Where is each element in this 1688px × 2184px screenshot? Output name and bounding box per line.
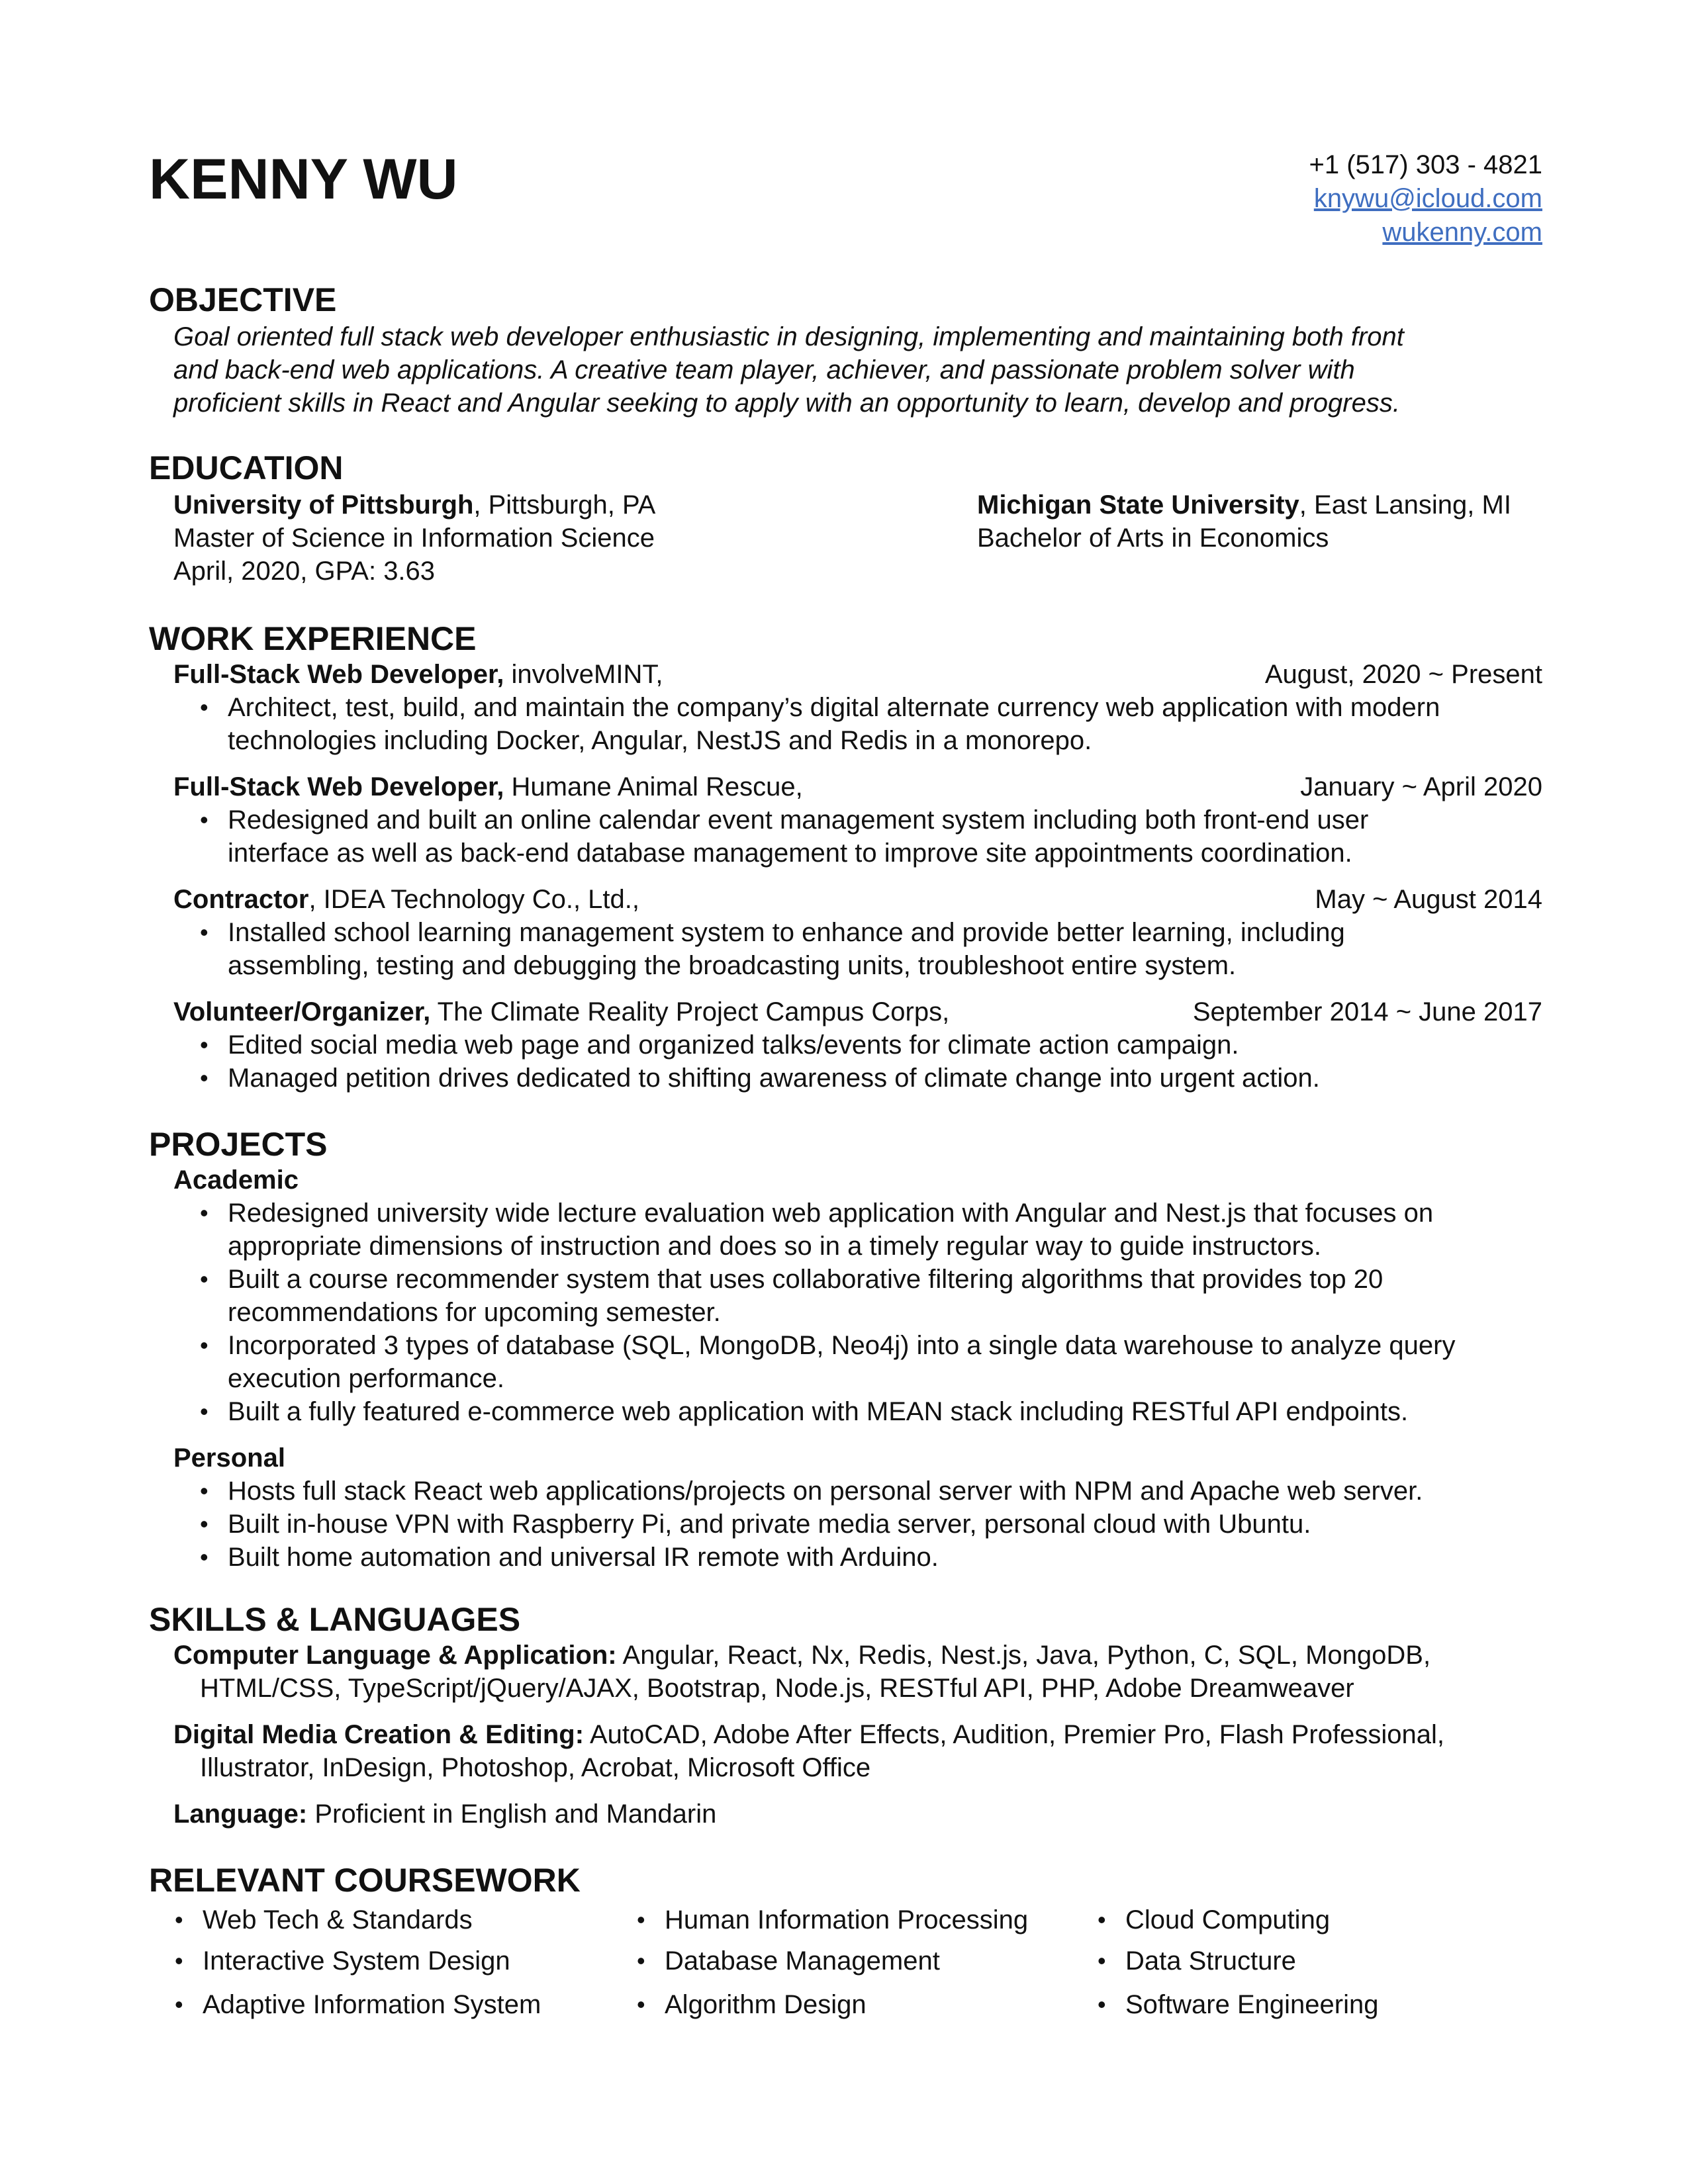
education-pitt: [173, 488, 655, 588]
project-bullet-continuation: appropriate dimensions of instruction and does so in a timely regular way to guide instructors.: [228, 1232, 1321, 1261]
skills-media-label: Digital Media Creation & Editing:: [173, 1720, 585, 1749]
skills-computer-value: Angular, React, Nx, Redis, Nest.js, Java, Python, C, SQL, MongoDB,: [616, 1641, 1431, 1670]
skills-computer: [173, 1639, 1430, 1672]
projects-personal-label: Personal: [173, 1443, 285, 1473]
school-name: University of Pittsburgh: [173, 490, 474, 520]
school-name: Michigan State University: [977, 490, 1299, 520]
course-item: • Algorithm Design: [665, 1988, 867, 2021]
job-bullet-continuation: technologies including Docker, Angular, NestJS and Redis in a monorepo.: [228, 726, 1092, 755]
job-org: The Climate Reality Project Campus Corps,: [430, 997, 950, 1026]
job-dates: September 2014 ~ June 2017: [1192, 997, 1542, 1026]
skills-media-value: AutoCAD, Adobe After Effects, Audition, Premier Pro, Flash Professional,: [584, 1720, 1444, 1749]
job-org: involveMINT,: [504, 660, 663, 689]
skills-media-continuation: Illustrator, InDesign, Photoshop, Acrobat, Microsoft Office: [200, 1753, 871, 1782]
job-bullet: • Architect, test, build, and maintain the company’s digital alternate currency web application with modern: [228, 691, 1440, 724]
section-title-projects: PROJECTS: [149, 1126, 328, 1163]
section-title-skills: SKILLS & LANGUAGES: [149, 1601, 521, 1638]
section-title-objective: OBJECTIVE: [149, 281, 337, 318]
objective-line: Goal oriented full stack web developer enthusiastic in designing, implementing and maintaining both front: [173, 322, 1404, 351]
school-location: , Pittsburgh, PA: [473, 490, 656, 520]
job-title-line: [173, 883, 639, 916]
course-item: • Interactive System Design: [203, 1944, 510, 1978]
job-bullet: • Redesigned and built an online calendar event management system including both front-end user: [228, 803, 1368, 837]
objective-line: and back-end web applications. A creative team player, achiever, and passionate problem solver with: [173, 355, 1355, 385]
job-title-line: [173, 995, 949, 1028]
section-title-work: WORK EXPERIENCE: [149, 620, 477, 657]
job-bullet-continuation: interface as well as back-end database management to improve site appointments coordination.: [228, 839, 1352, 868]
course-item: • Web Tech & Standards: [203, 1903, 473, 1936]
job-org: , IDEA Technology Co., Ltd.,: [308, 885, 640, 914]
skills-media: [173, 1718, 1444, 1751]
objective-text: [173, 320, 1404, 420]
course-item: • Data Structure: [1125, 1944, 1296, 1978]
school-degree: Master of Science in Information Science: [173, 523, 655, 553]
course-item: • Cloud Computing: [1125, 1903, 1330, 1936]
project-bullet: • Built in-house VPN with Raspberry Pi, and private media server, personal cloud with Ubuntu.: [228, 1508, 1311, 1541]
contact-block: [1309, 148, 1542, 250]
job-bullet-continuation: assembling, testing and debugging the broadcasting units, troubleshoot entire system.: [228, 951, 1237, 980]
job-dates: January ~ April 2020: [1300, 772, 1542, 801]
candidate-name: KENNY WU: [149, 148, 458, 211]
skills-language-label: Language:: [173, 1799, 308, 1829]
skills-language: [173, 1797, 716, 1831]
education-msu: [977, 488, 1511, 555]
job-role: Volunteer/Organizer,: [173, 997, 431, 1026]
email-link[interactable]: knywu@icloud.com: [1313, 184, 1542, 213]
project-bullet: • Incorporated 3 types of database (SQL, MongoDB, Neo4j) into a single data warehouse to analyze query: [228, 1329, 1455, 1362]
project-bullet: • Hosts full stack React web applications/projects on personal server with NPM and Apache web server.: [228, 1475, 1423, 1508]
skills-language-value: Proficient in English and Mandarin: [307, 1799, 717, 1829]
course-item: • Human Information Processing: [665, 1903, 1028, 1936]
project-bullet: • Redesigned university wide lecture evaluation web application with Angular and Nest.js that focuses on: [228, 1197, 1433, 1230]
project-bullet-continuation: execution performance.: [228, 1364, 505, 1393]
school-degree: Bachelor of Arts in Economics: [977, 523, 1329, 553]
project-bullet: • Built home automation and universal IR remote with Arduino.: [228, 1541, 939, 1574]
skills-computer-label: Computer Language & Application:: [173, 1641, 617, 1670]
projects-academic-label: Academic: [173, 1165, 299, 1195]
project-bullet: • Built a fully featured e-commerce web application with MEAN stack including RESTful API endpoints.: [228, 1395, 1408, 1428]
job-dates: August, 2020 ~ Present: [1264, 660, 1542, 689]
course-item: • Database Management: [665, 1944, 940, 1978]
course-item: • Adaptive Information System: [203, 1988, 541, 2021]
job-bullet: • Installed school learning management system to enhance and provide better learning, including: [228, 916, 1345, 949]
job-org: Humane Animal Rescue,: [504, 772, 803, 801]
job-title-line: [173, 770, 803, 803]
job-role: Full-Stack Web Developer,: [173, 772, 504, 801]
skills-computer-continuation: HTML/CSS, TypeScript/jQuery/AJAX, Bootstrap, Node.js, RESTful API, PHP, Adobe Dreamweaver: [200, 1674, 1354, 1703]
website-link[interactable]: wukenny.com: [1382, 218, 1542, 247]
phone-number: +1 (517) 303 - 4821: [1309, 150, 1542, 179]
school-location: , East Lansing, MI: [1299, 490, 1511, 520]
school-detail: April, 2020, GPA: 3.63: [173, 557, 436, 586]
job-role: Full-Stack Web Developer,: [173, 660, 504, 689]
section-title-education: EDUCATION: [149, 449, 344, 486]
job-role: Contractor: [173, 885, 309, 914]
job-bullet: • Edited social media web page and organized talks/events for climate action campaign.: [228, 1028, 1239, 1062]
job-bullet: • Managed petition drives dedicated to shifting awareness of climate change into urgent action.: [228, 1062, 1320, 1095]
project-bullet: • Built a course recommender system that uses collaborative filtering algorithms that provides top 20: [228, 1263, 1383, 1296]
course-item: • Software Engineering: [1125, 1988, 1378, 2021]
project-bullet-continuation: recommendations for upcoming semester.: [228, 1298, 721, 1327]
job-dates: May ~ August 2014: [1315, 885, 1542, 914]
objective-line: proficient skills in React and Angular seeking to apply with an opportunity to learn, develop and progress.: [173, 388, 1400, 418]
job-title-line: [173, 658, 663, 691]
section-title-coursework: RELEVANT COURSEWORK: [149, 1862, 581, 1899]
